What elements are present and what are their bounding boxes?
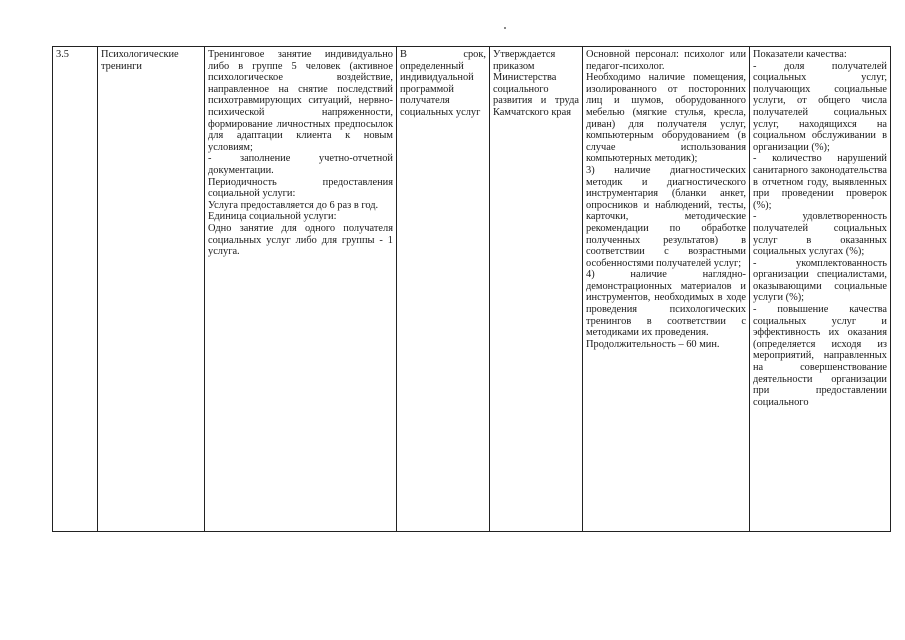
description-paragraph: Одно занятие для одного получателя социальных услуг либо для группы - 1 услуга. — [208, 222, 393, 258]
indicators-cell — [750, 47, 891, 532]
tariff-cell — [490, 47, 583, 532]
service-name: Психологические тренинги — [101, 49, 179, 72]
indicators-paragraph: - доля получателей социальных услуг, получающих социальные услуги, от общего числа получателей социальных услуг, находящихся на социальном обслуживании в организации (%); — [753, 60, 887, 153]
tariff-text: Утверждается приказом Министерства социального развития и труда Камчатского края — [493, 49, 579, 118]
description-paragraph: - заполнение учетно-отчетной документации. — [208, 153, 393, 176]
description-paragraph: Услуга предоставляется до 6 раз в год. — [208, 199, 379, 211]
indicators-paragraph: - укомплектованность организации специалистами, оказывающими социальные услуги (%); — [753, 257, 887, 304]
term-cell — [397, 47, 490, 532]
service-name-cell — [98, 47, 205, 532]
indicators-heading: Показатели качества: — [753, 49, 847, 60]
conditions-paragraph: Основной персонал: психолог или педагог-психолог. — [586, 49, 746, 72]
indicators-paragraph: - удовлетворенность получателей социальных услуг в оказанных социальных услугах (%); — [753, 211, 887, 258]
table-row — [53, 47, 891, 532]
indicators-paragraph: - количество нарушений санитарного законодательства в отчетном году, выявленных при проведении проверок (%); — [753, 153, 887, 211]
services-table — [52, 46, 891, 532]
row-number: 3.5 — [56, 49, 69, 60]
indicators-paragraph: - повышение качества социальных услуг и эффективность их оказания (определяется исходя из мероприятий, направленных на совершенствование деятельности организации при предоставлении социального — [753, 304, 887, 408]
conditions-cell — [583, 47, 750, 532]
conditions-paragraph: Продолжительность – 60 мин. — [586, 338, 720, 350]
conditions-paragraph: Необходимо наличие помещения, изолированного от посторонних лиц и шумов, оборудованного мебелью (мягкие стулья, кресла, диван) для получателя услуг, компьютерным оборудованием (в случае использования компьютерных методик); — [586, 72, 746, 165]
row-number-cell — [53, 47, 98, 532]
conditions-paragraph: 4) наличие наглядно-демонстрационных материалов и инструментов, необходимых в ходе проведения психологических тренингов в соответствии с методиками их проведения. — [586, 269, 746, 339]
description-cell — [205, 47, 397, 532]
term-text: В срок, определенный индивидуальной программой получателя социальных услуг — [400, 49, 486, 118]
description-paragraph: Периодичность предоставления социальной услуги: — [208, 176, 393, 200]
conditions-paragraph: 3) наличие диагностических методик и диагностического инструментария (бланки анкет, опросников и наблюдений, тесты, карточки, методические рекомендации по обработке полученных результатов) в соответствии с возрастными особенностями получателей услуг; — [586, 164, 746, 269]
scan-dot — [504, 27, 506, 29]
description-paragraph: Тренинговое занятие индивидуально либо в группе 5 человек (активное психологическое воздействие, направленное на снятие последствий психотравмирующих ситуаций, нервно-психической напряженности, формирование личностных предпосылок для адаптации клиента к новым условиям; — [208, 49, 393, 153]
description-paragraph: Единица социальной услуги: — [208, 211, 337, 223]
